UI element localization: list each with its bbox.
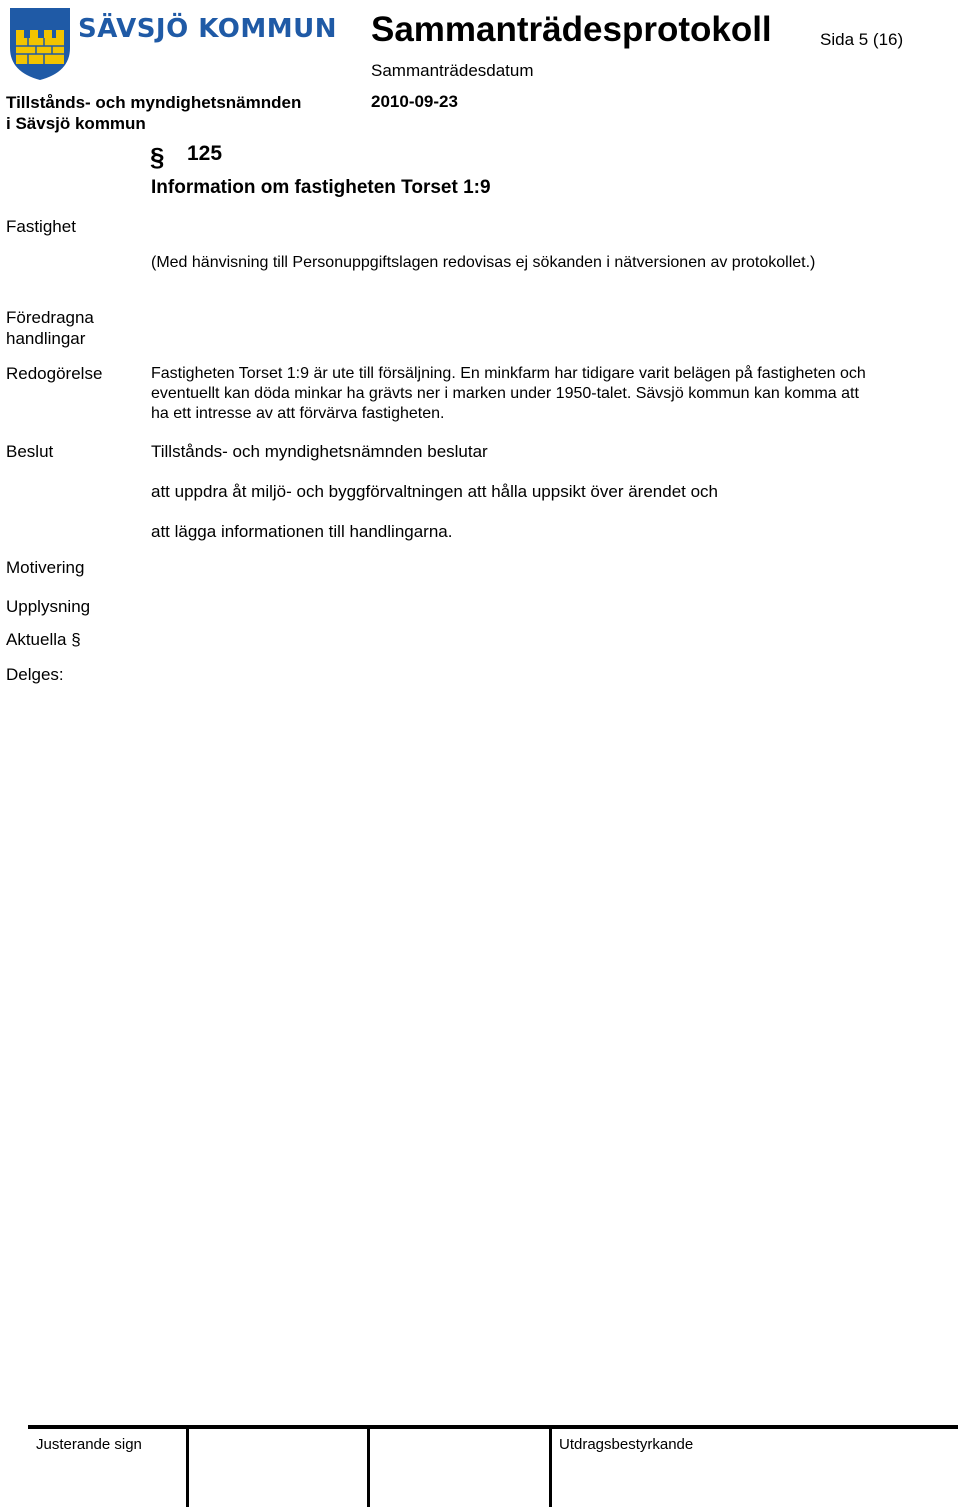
redogorelse-line-1: Fastigheten Torset 1:9 är ute till försäljning. En minkfarm har tidigare varit belägen på fastigheten och	[151, 365, 866, 382]
utdragsbestyrkande-label: Utdragsbestyrkande	[559, 1436, 694, 1453]
label-fastighet: Fastighet	[6, 217, 76, 236]
label-beslut: Beslut	[6, 442, 54, 461]
redogorelse-text	[151, 364, 866, 424]
meeting-date: 2010-09-23	[371, 92, 458, 111]
meeting-date-label: Sammanträdesdatum	[371, 61, 534, 80]
label-foredragna-line-2: handlingar	[6, 329, 86, 348]
justerande-sign-label: Justerande sign	[36, 1436, 142, 1453]
organization-line-2: i Sävsjö kommun	[6, 114, 146, 133]
footer-divider-1	[186, 1429, 189, 1507]
organization-line-1: Tillstånds- och myndighetsnämnden	[6, 93, 302, 112]
savsjo-coat-of-arms-logo	[8, 6, 72, 82]
label-aktuella-paragrafer: Aktuella §	[6, 630, 81, 649]
paragraph-number: 125	[187, 142, 223, 165]
brand-name: SÄVSJÖ KOMMUN	[78, 14, 337, 44]
label-delges: Delges:	[6, 665, 64, 684]
redogorelse-line-3: ha ett intresse av att förvärva fastigheten.	[151, 405, 445, 422]
label-foredragna-handlingar	[6, 307, 94, 349]
label-redogorelse: Redogörelse	[6, 364, 103, 383]
redogorelse-line-2: eventuellt kan döda minkar ha grävts ner i marken under 1950-talet. Sävsjö kommun kan komma att	[151, 385, 859, 402]
page-number: Sida 5 (16)	[820, 30, 904, 49]
document-title: Sammanträdesprotokoll	[371, 10, 772, 49]
item-heading: Information om fastigheten Torset 1:9	[151, 177, 491, 198]
beslut-line-1: att uppdra åt miljö- och byggförvaltningen att hålla uppsikt över ärendet och	[151, 482, 719, 501]
label-upplysning: Upplysning	[6, 597, 91, 616]
footer-rule	[28, 1425, 958, 1429]
footer-divider-2	[367, 1429, 370, 1507]
paragraph-sign: §	[150, 142, 165, 172]
fastighet-note: (Med hänvisning till Personuppgiftslagen redovisas ej sökanden i nätversionen av protokollet.)	[151, 254, 816, 271]
label-motivering: Motivering	[6, 558, 85, 577]
footer-divider-3	[549, 1429, 552, 1507]
organization-name	[6, 92, 301, 134]
beslut-intro: Tillstånds- och myndighetsnämnden beslutar	[151, 442, 488, 461]
beslut-line-2: att lägga informationen till handlingarna.	[151, 522, 453, 541]
label-foredragna-line-1: Föredragna	[6, 308, 94, 327]
